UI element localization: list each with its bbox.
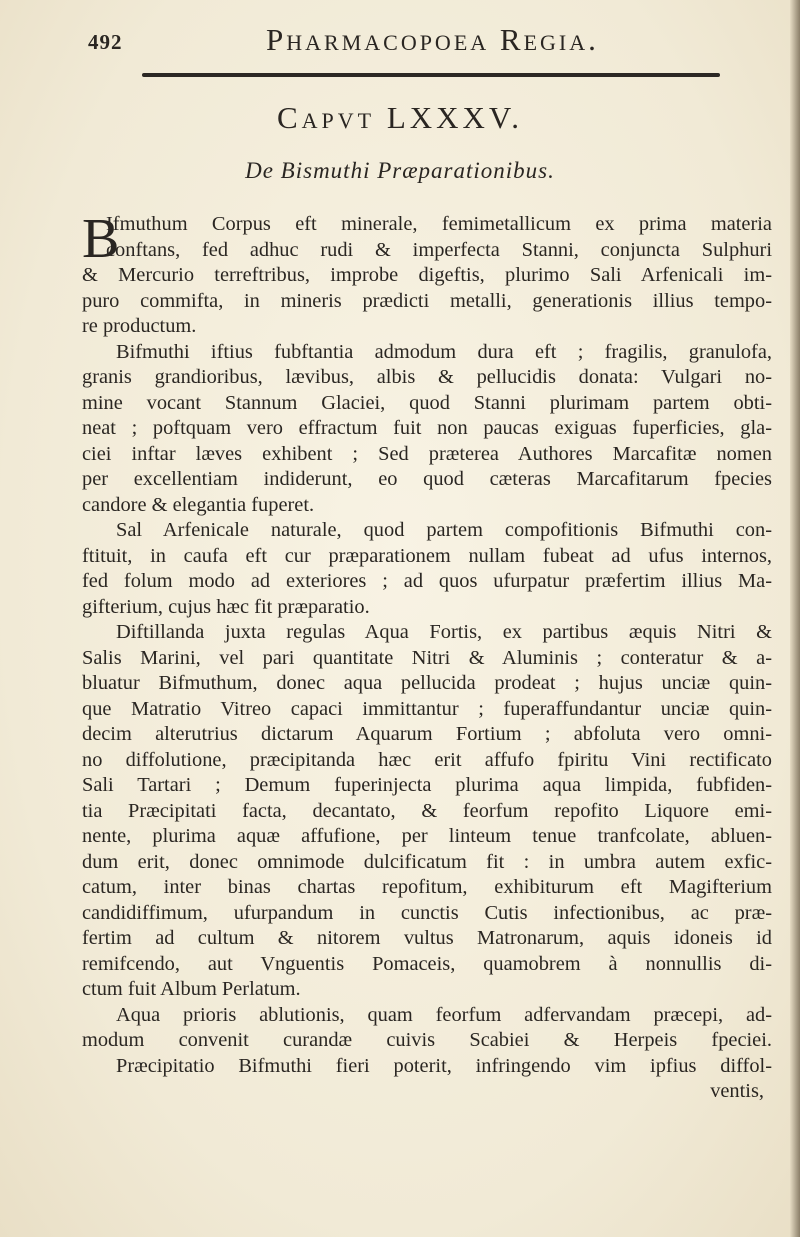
text-line: ftituit, in caufa eft cur præparationem nullam fubeat ad ufus internos, <box>82 544 772 567</box>
running-head <box>88 22 738 62</box>
text-line: remifcendo, aut Vnguentis Pomaceis, quamobrem à nonnullis di- <box>82 952 772 975</box>
text-line: per excellentiam indiderunt, eo quod cæteras Marcafitarum fpecies <box>82 468 772 490</box>
text-line: conftans, fed adhuc rudi & imperfecta Stanni, conjuncta Sulphuri <box>106 238 772 261</box>
text-line: que Matratio Vitreo capaci immittantur ; fuperaffundantur unciæ quin- <box>82 697 772 720</box>
text-line: & Mercurio terreftribus, improbe digeftis, plurimo Sali Arfenicali im- <box>82 264 772 286</box>
text-line: Ifmuthum Corpus eft minerale, femimetallicum ex prima materia <box>106 213 772 235</box>
page-edge <box>790 0 800 1237</box>
running-title: Pharmacopoea Regia. <box>266 22 599 57</box>
page-number: 492 <box>88 30 123 54</box>
header-rule <box>142 73 720 77</box>
text-line: mine vocant Stannum Glaciei, quod Stanni plurimam partem obti- <box>82 391 772 414</box>
text-line: Præcipitatio Bifmuthi fieri poterit, infringendo vim ipfius diffol- <box>116 1054 772 1077</box>
text-line: puro commifta, in mineris prædicti metalli, generationis illius tempo- <box>82 289 772 312</box>
text-line: Sal Arfenicale naturale, quod partem compofitionis Bifmuthi con- <box>116 519 772 541</box>
chapter-subtitle: De Bismuthi Præparationibus. <box>245 158 555 183</box>
text-line: modum convenit curandæ cuivis Scabiei & Herpeis fpeciei. <box>82 1029 772 1051</box>
body-text <box>82 208 772 1105</box>
text-line: candidiffimum, ufurpandum in cunctis Cutis infectionibus, ac præ- <box>82 901 772 924</box>
text-line: gifterium, cujus hæc fit præparatio. <box>82 595 370 618</box>
text-line: bluatur Bifmuthum, donec aqua pellucida prodeat ; hujus unciæ quin- <box>82 672 772 694</box>
chapter-heading: Capvt LXXXV. <box>276 100 524 135</box>
text-line: fed folum modo ad exteriores ; ad quos ufurpatur præfertim illius Ma- <box>82 570 772 592</box>
text-line: decim alterutrius dictarum Aquarum Fortium ; abfoluta vero omni- <box>82 723 772 745</box>
text-line: tia Præcipitati facta, decantato, & feorfum repofito Liquore emi- <box>82 799 772 822</box>
text-line: dum erit, donec omnimode dulcificatum fit : in umbra autem exfic- <box>82 850 772 873</box>
text-line: fertim ad cultum & nitorem vultus Matronarum, aquis idoneis id <box>82 927 772 949</box>
text-line: Salis Marini, vel pari quantitate Nitri & Aluminis ; conteratur & a- <box>82 646 772 669</box>
text-line: re productum. <box>82 315 197 337</box>
text-line: ciei inftar læves exhibent ; Sed præterea Authores Marcafitæ nomen <box>82 442 772 465</box>
text-line: Aqua prioris ablutionis, quam feorfum adfervandam præcepi, ad- <box>116 1003 772 1026</box>
text-line: Diftillanda juxta regulas Aqua Fortis, ex partibus æquis Nitri & <box>116 621 772 643</box>
text-line: Bifmuthi iftius fubftantia admodum dura eft ; fragilis, granulofa, <box>116 340 772 363</box>
text-line: candore & elegantia fuperet. <box>82 493 315 516</box>
text-line: no diffolutione, præcipitanda hæc erit affufo fpiritu Vini rectificato <box>82 748 772 771</box>
text-line: nente, plurima aquæ affufione, per linteum tenue tranfcolate, abluen- <box>82 825 772 847</box>
text-line: ctum fuit Album Perlatum. <box>82 978 301 1000</box>
text-line: neat ; poftquam vero effractum fuit non paucas exiguas fuperficies, gla- <box>82 417 772 439</box>
drop-cap: B <box>82 208 120 270</box>
text-line: Sali Tartari ; Demum fuperinjecta plurima aqua limpida, fubfiden- <box>82 774 772 796</box>
text-line: granis grandioribus, lævibus, albis & pellucidis donata: Vulgari no- <box>82 366 772 388</box>
text-line: ventis, <box>710 1080 764 1102</box>
text-line: catum, inter binas chartas repofitum, exhibiturum eft Magifterium <box>82 876 772 898</box>
